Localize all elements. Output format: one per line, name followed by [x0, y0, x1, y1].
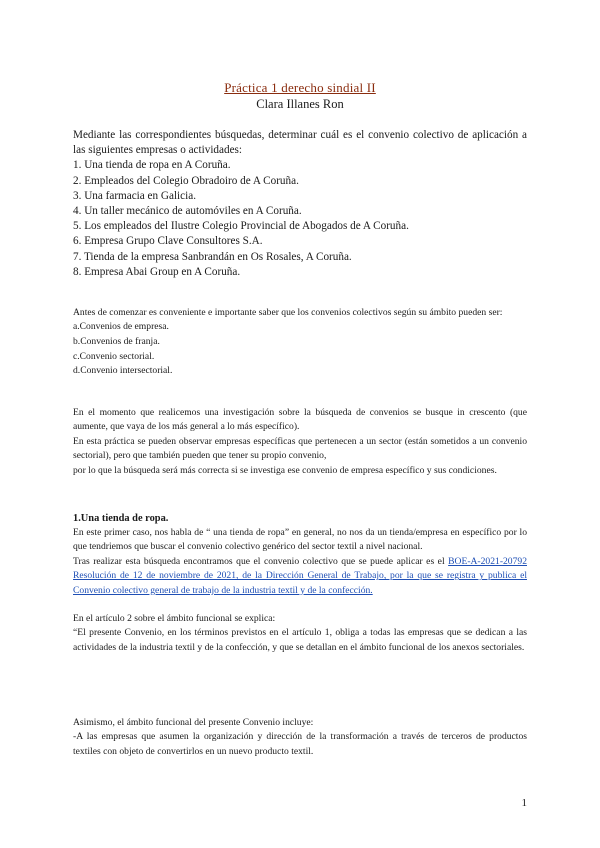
boe-link[interactable]: BOE-A-2021-20792 Resolución de 12 de noviembre de 2021, de la Dirección General de Trabajo, por la que se registra y publica el Convenio colectivo general de trabajo de la industria textil y de la confección.: [73, 555, 527, 596]
section-paragraph: En el artículo 2 sobre el ámbito funcional se explica:: [73, 613, 276, 624]
scope-item: c.Convenio sectorial.: [73, 350, 155, 362]
scope-item: d.Convenio intersectorial.: [73, 365, 173, 377]
research-paragraph: por lo que la búsqueda será más correcta si se investiga ese convenio de empresa específico y sus condiciones.: [73, 464, 497, 476]
section-paragraph: En este primer caso, nos habla de “ una tienda de ropa” en general, no nos da un tienda/empresa en específico por lo que tendriemos que buscar el convenio colectivo genérico del sector textil a nivel nacional.: [73, 527, 527, 553]
task-item: 1. Una tienda de ropa en A Coruña.: [73, 159, 231, 172]
research-block: [73, 406, 527, 478]
intro-paragraph: Mediante las correspondientes búsquedas, determinar cuál es el convenio colectivo de aplicación a las siguientes empresas o actividades:: [73, 129, 527, 157]
page-number: 1: [521, 797, 527, 809]
quote-paragraph: “El presente Convenio, en los términos previstos en el artículo 1, obliga a todas las empresas que se dedican a las actividades de la industria textil y de la confección, y que se detallan en el ámbito funcional de los anexos sectoriales.: [73, 627, 527, 653]
task-item: 6. Empresa Grupo Clave Consultores S.A.: [73, 235, 263, 248]
task-item: 7. Tienda de la empresa Sanbrandán en Os Rosales, A Coruña.: [73, 250, 352, 263]
intro-block: [73, 128, 527, 280]
task-item: 4. Un taller mecánico de automóviles en A Coruña.: [73, 205, 302, 218]
research-paragraph: En el momento que realicemos una investigación sobre la búsqueda de convenios se busque in crescento (que aumente, que vaya de los más general a lo más específico).: [73, 407, 527, 433]
section-paragraph-lead: Tras realizar esta búsqueda encontramos que el convenio colectivo que se puede aplicar es el: [73, 555, 445, 567]
task-item: 3. Una farmacia en Galicia.: [73, 189, 196, 202]
document-author: Clara Illanes Ron: [256, 97, 344, 111]
scope-item: b.Convenios de franja.: [73, 336, 160, 347]
section-1: [73, 511, 527, 598]
research-paragraph: En esta práctica se pueden observar empresas específicas que pertenecen a un sector (están sometidos a un convenio sectorial), pero que también pueden que tener su propio convenio,: [73, 435, 527, 462]
task-item: 5. Los empleados del Ilustre Colegio Provincial de Abogados de A Coruña.: [73, 220, 409, 233]
document-title: Práctica 1 derecho sindial II: [224, 80, 376, 95]
section-heading: 1.Una tienda de ropa.: [73, 513, 169, 524]
section-paragraph: [73, 555, 527, 598]
scope-intro: Antes de comenzar es conveniente e importante saber que los convenios colectivos según su ámbito pueden ser:: [73, 307, 503, 318]
scope-item: a.Convenios de empresa.: [73, 321, 169, 333]
section-paragraph: -A las empresas que asumen la organización y dirección de la transformación a través de terceros de productos textiles con objeto de convertirlos en un nuevo producto textil.: [73, 731, 527, 757]
section-1-continued: [73, 612, 527, 655]
scope-block: [73, 306, 527, 379]
task-item: 2. Empleados del Colegio Obradoiro de A Coruña.: [73, 174, 299, 187]
task-item: 8. Empresa Abai Group en A Coruña.: [73, 265, 241, 278]
section-1-scope: [73, 716, 527, 759]
section-paragraph: Asimismo, el ámbito funcional del presente Convenio incluye:: [73, 717, 314, 728]
